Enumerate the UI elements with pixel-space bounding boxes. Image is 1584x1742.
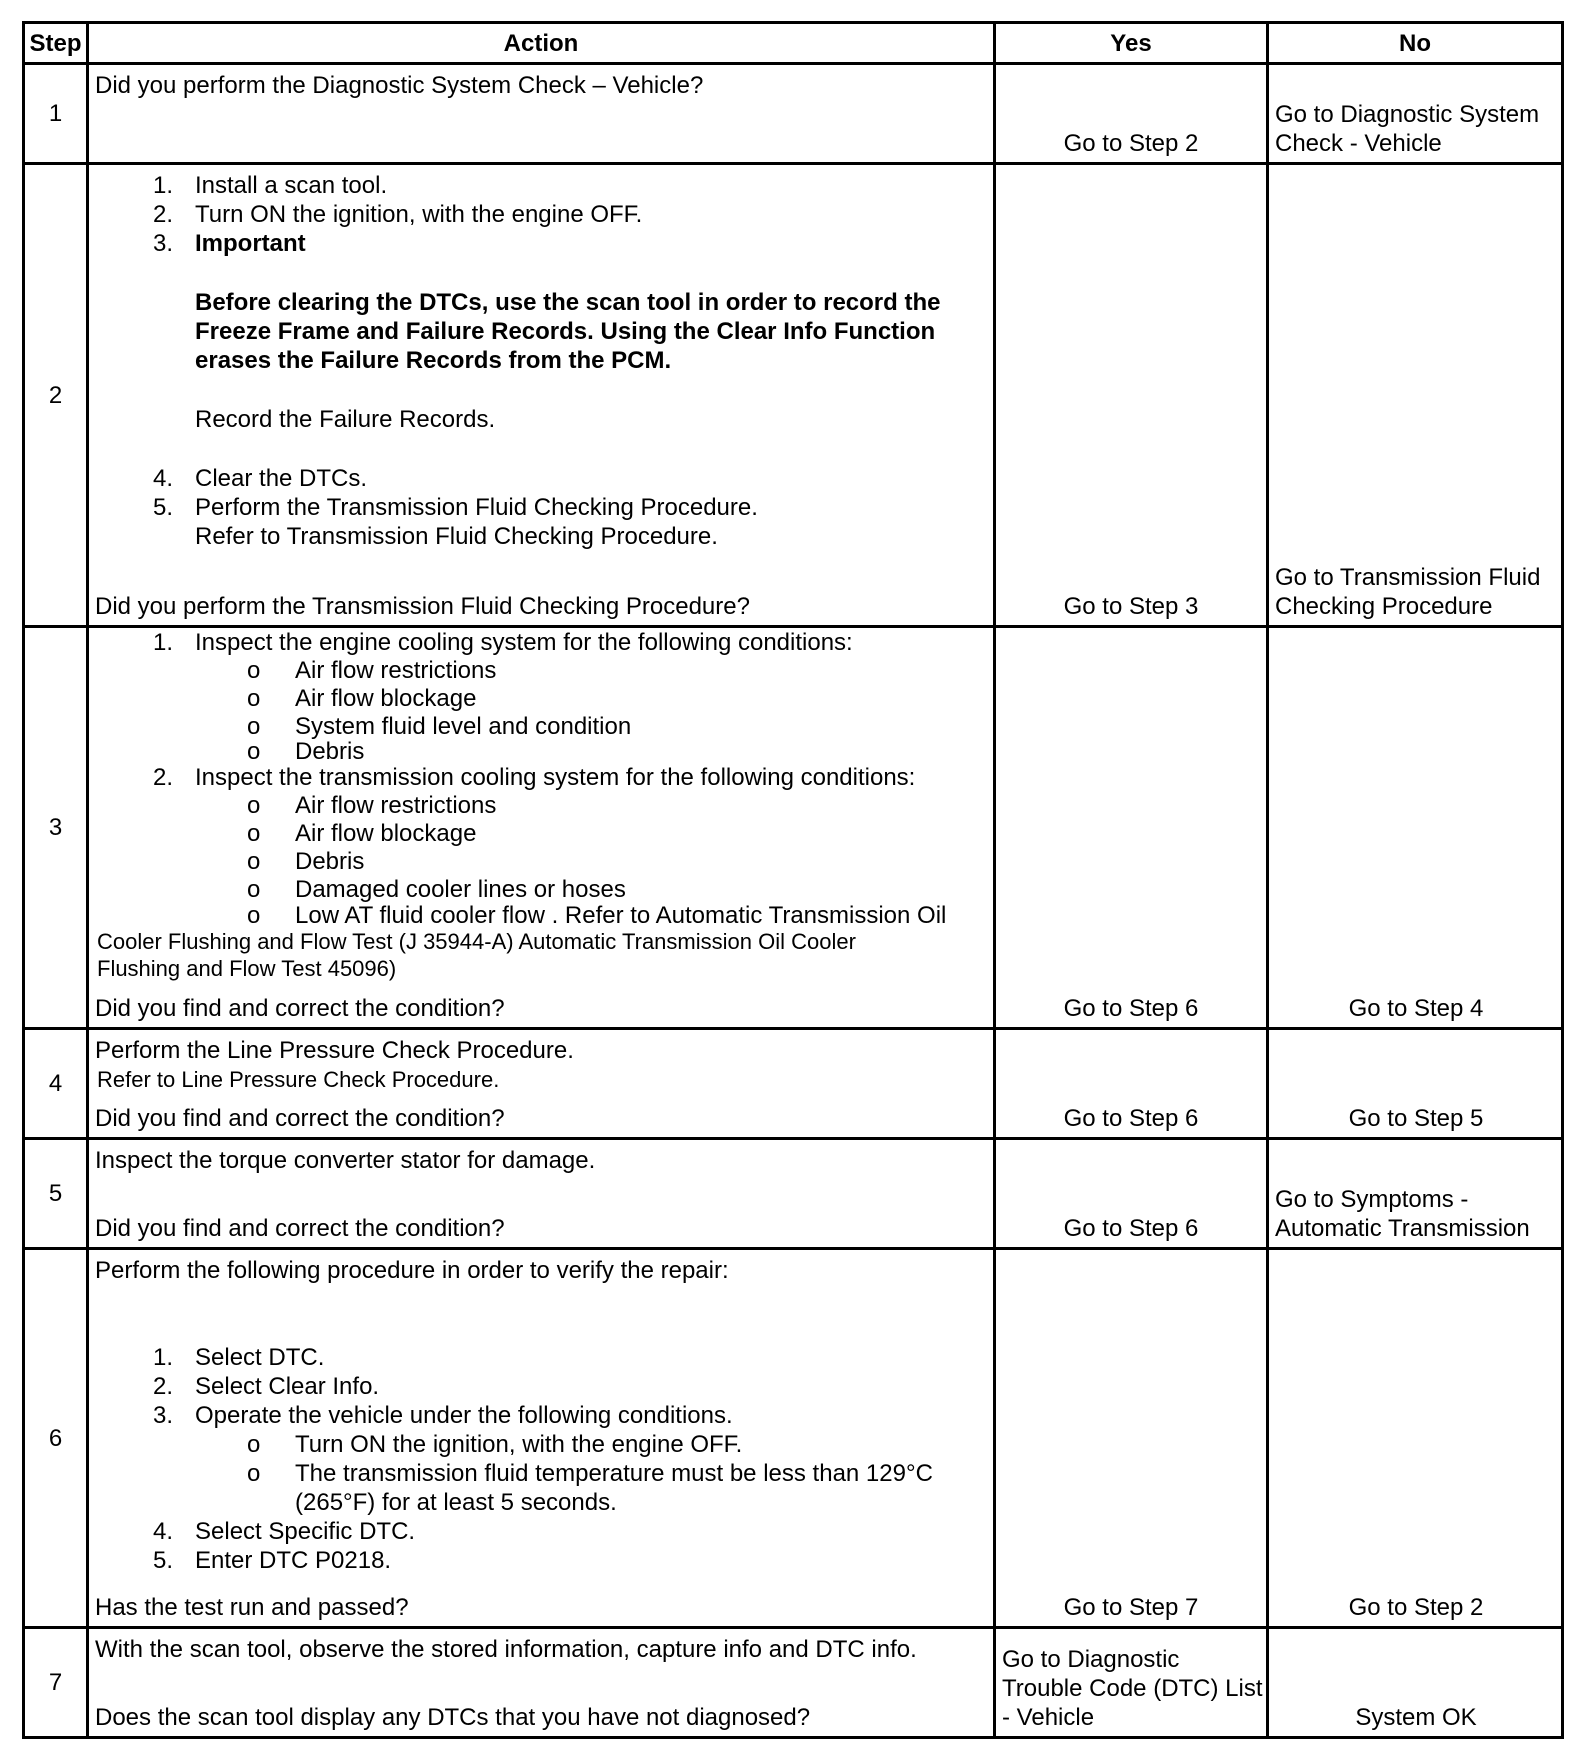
list-item: 3. Operate the vehicle under the following conditions. [152,1402,733,1429]
yes-cell: Go to Step 6 [995,1139,1268,1249]
list-item: o Air flow blockage [95,685,983,713]
no-cell: System OK [1268,1628,1563,1738]
step-number: 4 [24,1029,88,1139]
question: Did you perform the Transmission Fluid Checking Procedure? [95,593,750,620]
procedure-list [95,628,983,657]
step-number: 2 [24,164,88,627]
no-cell: Go to Transmission Fluid Checking Procedure [1268,164,1563,627]
list-item: 2. Select Clear Info. [152,1373,380,1400]
condition-list [95,657,983,763]
action-cell [88,627,995,1029]
list-item: 1. Inspect the engine cooling system for the following conditions: [152,629,853,656]
no-cell: Go to Step 5 [1268,1029,1563,1139]
no-cell: Go to Step 4 [1268,627,1563,1029]
procedure-list [95,464,983,522]
question: Did you find and correct the condition? [95,1105,505,1132]
step-number: 3 [24,627,88,1029]
action-cell [88,1139,995,1249]
action-cell [88,1249,995,1628]
header-row [24,23,1563,64]
list-item: 4. Clear the DTCs. [152,465,368,492]
procedure-list [95,1517,983,1575]
list-item: 5. Perform the Transmission Fluid Checking Procedure. [152,494,758,521]
action-text: Perform the Line Pressure Check Procedure. [95,1037,574,1064]
list-item: 5. Enter DTC P0218. [152,1547,392,1574]
yes-cell: Go to Step 7 [995,1249,1268,1628]
diagnostic-table [22,21,1564,1739]
continuation-text: Cooler Flushing and Flow Test (J 35944-A) Automatic Transmission Oil Cooler Flushing and Flow Test 45096) [97,929,856,981]
yes-cell: Go to Step 3 [995,164,1268,627]
list-item: o Turn ON the ignition, with the engine OFF. [95,1430,983,1459]
list-item: o Air flow restrictions [95,792,983,820]
step-number: 5 [24,1139,88,1249]
procedure-list [95,1343,983,1430]
condition-list [95,792,983,928]
question: Does the scan tool display any DTCs that you have not diagnosed? [95,1704,811,1731]
procedure-list [95,763,983,792]
table-row [24,1029,1563,1139]
yes-cell: Go to Step 2 [995,64,1268,164]
list-item: o Debris [95,848,983,876]
table-row [24,164,1563,627]
list-item: o Low AT fluid cooler flow . Refer to Automatic Transmission Oil [95,904,983,928]
action-text: Perform the following procedure in order to verify the repair: [95,1257,729,1284]
no-cell: Go to Step 2 [1268,1249,1563,1628]
no-cell: Go to Diagnostic System Check - Vehicle [1268,64,1563,164]
question: Did you perform the Diagnostic System Check – Vehicle? [95,72,704,99]
step-number: 6 [24,1249,88,1628]
procedure-list [95,171,983,258]
no-cell: Go to Symptoms - Automatic Transmission [1268,1139,1563,1249]
action-text: With the scan tool, observe the stored information, capture info and DTC info. [95,1636,917,1663]
step-number: 7 [24,1628,88,1738]
table-row [24,627,1563,1029]
table-row [24,1139,1563,1249]
action-text: Inspect the torque converter stator for damage. [95,1147,596,1174]
record-text: Record the Failure Records. [195,406,496,433]
header-step: Step [24,23,88,64]
question: Did you find and correct the condition? [95,995,505,1022]
list-item: o The transmission fluid temperature must be less than 129°C (265°F) for at least 5 seconds. [95,1459,983,1517]
list-item: 1. Install a scan tool. [152,172,388,199]
yes-cell: Go to Step 6 [995,627,1268,1029]
table-row [24,1249,1563,1628]
list-item: 2. Turn ON the ignition, with the engine OFF. [152,201,643,228]
list-item: o Air flow restrictions [95,657,983,685]
action-cell [88,1628,995,1738]
action-cell [88,164,995,627]
important-note: Before clearing the DTCs, use the scan tool in order to record the Freeze Frame and Failure Records. Using the Clear Info Function erases the Failure Records from the PCM. [195,289,941,374]
table-row [24,64,1563,164]
list-item: 4. Select Specific DTC. [152,1518,416,1545]
list-item: 2. Inspect the transmission cooling system for the following conditions: [152,764,916,791]
table-row [24,1628,1563,1738]
list-item: o Air flow blockage [95,820,983,848]
header-no: No [1268,23,1563,64]
question: Did you find and correct the condition? [95,1215,505,1242]
list-item: o System fluid level and condition [95,713,983,741]
header-action: Action [88,23,995,64]
action-cell [88,1029,995,1139]
list-item: 3. Important [152,230,306,257]
yes-cell: Go to Step 6 [995,1029,1268,1139]
refer-text: Refer to Line Pressure Check Procedure. [97,1067,500,1092]
header-yes: Yes [995,23,1268,64]
list-item: o Debris [95,741,983,763]
action-cell [88,64,995,164]
question: Has the test run and passed? [95,1594,409,1621]
list-item: o Damaged cooler lines or hoses [95,876,983,904]
yes-cell: Go to Diagnostic Trouble Code (DTC) List - Vehicle [995,1628,1268,1738]
refer-text: Refer to Transmission Fluid Checking Procedure. [195,523,718,550]
condition-list [95,1430,983,1517]
step-number: 1 [24,64,88,164]
list-item: 1. Select DTC. [152,1344,325,1371]
